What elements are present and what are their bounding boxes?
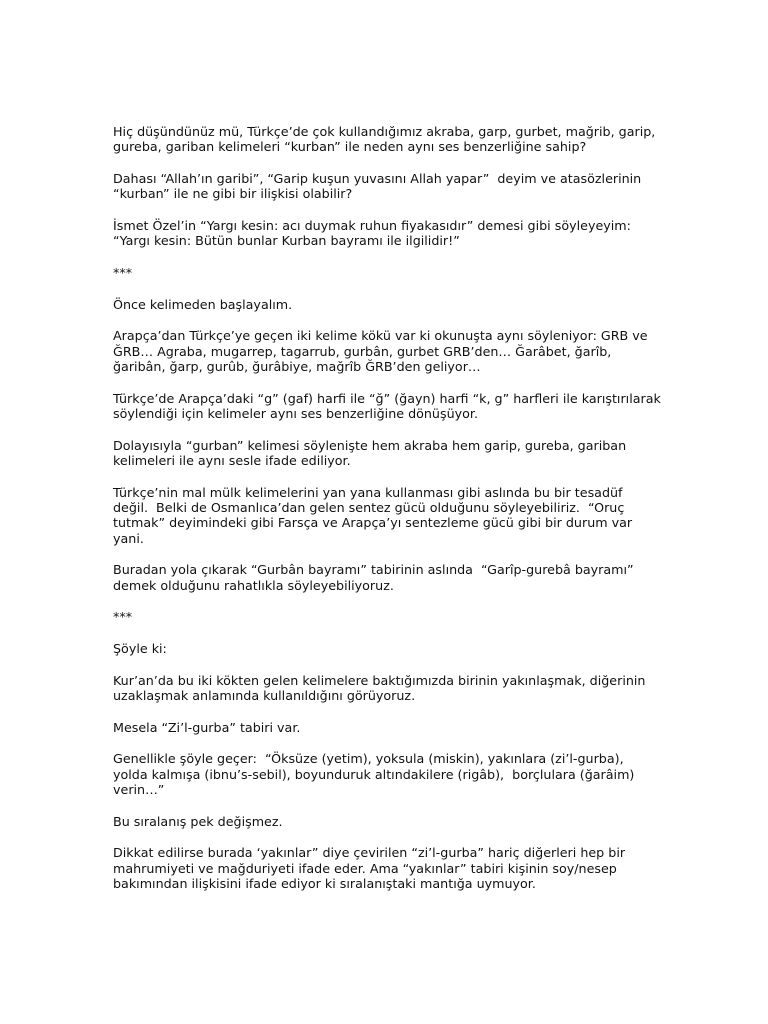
section-separator: ***: [113, 265, 133, 280]
paragraph-zil-gurba: Mesela “Zi’l-gurba” tabiri var.: [113, 719, 301, 735]
paragraph-ismet-ozel-quote: İsmet Özel’in “Yargı kesin: acı duymak ruhun fiyakasıdır” demesi gibi söyleyeyim: “Yargı kesin: Bütün bunlar Kurban bayramı ile ilgilidir!”: [113, 218, 635, 249]
paragraph-soyle-ki: Şöyle ki:: [113, 641, 167, 656]
paragraph-letters: Türkçe’de Arapça’daki “g” (gaf) harfi ile “ğ” (ğayn) harfi “k, g” harfleri ile karıştırılarak söylendiği için kelimeler aynı ses benzerliğine dönüşüyor.: [113, 390, 665, 421]
paragraph-order-unchanged: Bu sıralanış pek değişmez.: [113, 813, 283, 829]
paragraph-list-quote: Genellikle şöyle geçer: “Öksüze (yetim), yoksula (miskin), yakınlara (zi’l-gurba), yolda kalmışa (ibnu’s-sebil), boyunduruk altındakilere (rigâb), borçlulara (ğarâim) verin…”: [113, 751, 639, 797]
paragraph-attention: Dikkat edilirse burada ‘yakınlar” diye çevirilen “zi’l-gurba” hariç diğerleri hep bir mahrumiyeti ve mağduriyeti ifade eder. Ama “yakınlar” tabiri kişinin soy/nesep bakımından ilişkisini ifade ediyor ki sıralanıştaki mantığa uymuyor.: [113, 845, 630, 891]
document-body: [113, 124, 665, 908]
paragraph-synthesis: Türkçe’nin mal mülk kelimelerini yan yana kullanması gibi aslında bu bir tesadüf değil. Belki de Osmanlıca’dan gelen sentez gücü olduğunu söyleyebiliriz. “Oruç tutmak” deyimindeki gibi Farsça ve Arapça’yı sentezleme gücü gibi bir durum var yani.: [113, 484, 637, 546]
paragraph-quran-usage: Kur’an’da bu iki kökten gelen kelimelere baktığımızda birinin yakınlaşmak, diğerinin uzaklaşmak anlamında kullanıldığını görüyoruz.: [113, 672, 650, 703]
paragraph-idioms: Dahası “Allah’ın garibi”, “Garip kuşun yuvasını Allah yapar” deyim ve atasözlerinin “kurban” ile ne gibi bir ilişkisi olabilir?: [113, 171, 646, 202]
paragraph-intro-question: Hiç düşündünüz mü, Türkçe’de çok kullandığımız akraba, garp, gurbet, mağrib, garip, gureba, gariban kelimeleri “kurban” ile neden aynı ses benzerliğine sahip?: [113, 124, 660, 155]
paragraph-start-with-word: Önce kelimeden başlayalım.: [113, 296, 293, 312]
paragraph-arabic-roots: Arapça’dan Türkçe’ye geçen iki kelime kökü var ki okunuşta aynı söyleniyor: GRB ve ĞRB… Agraba, mugarrep, tagarrub, gurbân, gurbet GRB’den… Ğarâbet, ğarîb, ğaribân, ğarp, gurûb, ğurâbiye, mağrîb ĞRB’den geliyor…: [113, 328, 652, 374]
paragraph-gurban-pronunciation: Dolayısıyla “gurban” kelimesi söylenişte hem akraba hem garip, gureba, gariban kelimeleri ile aynı sesle ifade ediliyor.: [113, 437, 631, 468]
paragraph-gurban-bayrami: Buradan yola çıkarak “Gurbân bayramı” tabirinin aslında “Garîp-gurebâ bayramı” demek olduğunu rahatlıkla söyleyebiliyoruz.: [113, 562, 638, 593]
section-separator: ***: [113, 609, 133, 625]
